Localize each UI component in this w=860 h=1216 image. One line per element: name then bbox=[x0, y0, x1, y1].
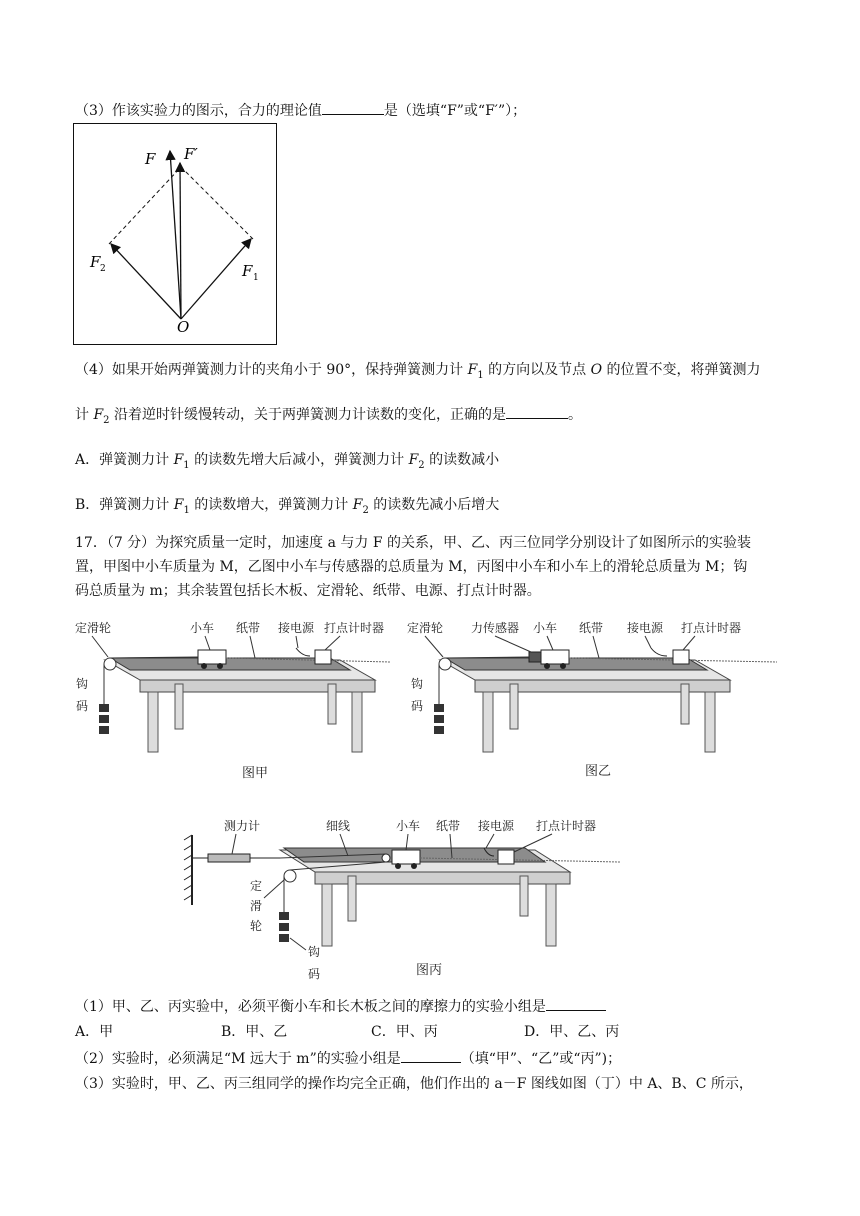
caption-bing: 图丙 bbox=[416, 963, 443, 978]
q16-option-a[interactable] bbox=[75, 450, 499, 476]
weight bbox=[99, 704, 109, 712]
text: B．弹簧测力计 bbox=[75, 497, 174, 513]
leader bbox=[296, 636, 298, 648]
label-power: 接电源 bbox=[478, 819, 515, 833]
var: F bbox=[173, 452, 184, 468]
var-O: O bbox=[590, 362, 603, 378]
leader bbox=[205, 636, 210, 650]
label-weight: 钩 bbox=[411, 677, 424, 691]
wheel bbox=[544, 663, 550, 669]
text: 的方向以及节点 bbox=[483, 362, 591, 378]
label-O: O bbox=[177, 318, 190, 336]
label-timer: 打点计时器 bbox=[536, 819, 597, 833]
var: F bbox=[352, 497, 363, 513]
label-F1-sub: 1 bbox=[253, 273, 259, 283]
table-leg bbox=[328, 684, 336, 724]
var-F: F bbox=[93, 407, 104, 423]
table-leg bbox=[520, 876, 528, 916]
car-pulley bbox=[382, 854, 390, 862]
q17-stem-line1: 17．（7 分）为探究质量一定时，加速度 a 与力 F 的关系，甲、乙、丙三位同学分别设计了如图所示的实验装 bbox=[75, 535, 752, 551]
label-F1: F bbox=[242, 262, 253, 280]
table-leg bbox=[705, 692, 715, 752]
label-car: 小车 bbox=[190, 621, 215, 635]
weight bbox=[99, 726, 109, 734]
label-F2-sub: 2 bbox=[100, 264, 106, 274]
leader bbox=[290, 938, 306, 950]
label-car: 小车 bbox=[396, 819, 421, 833]
text: 。 bbox=[568, 407, 582, 423]
table-leg bbox=[546, 884, 556, 946]
table-leg bbox=[510, 684, 518, 729]
label-pulley: 滑 bbox=[250, 899, 263, 913]
leader bbox=[264, 880, 284, 898]
weight bbox=[99, 715, 109, 723]
pulley bbox=[439, 658, 451, 670]
wheel bbox=[560, 663, 566, 669]
answer-blank[interactable] bbox=[506, 404, 568, 419]
force-diagram bbox=[73, 123, 277, 345]
q17-option-b[interactable]: B．甲、乙 bbox=[221, 1024, 288, 1040]
leader bbox=[645, 636, 651, 648]
q16-option-b[interactable] bbox=[75, 495, 499, 521]
leader bbox=[547, 636, 553, 650]
q17-part3: （3）实验时，甲、乙、丙三组同学的操作均完全正确，他们作出的 a－F 图线如图（丁）中 A、B、C 所示， bbox=[75, 1076, 753, 1092]
q17-option-a[interactable]: A．甲 bbox=[75, 1024, 114, 1040]
text: 的读数减小 bbox=[424, 452, 500, 468]
q17-option-c[interactable]: C．甲、丙 bbox=[371, 1024, 438, 1040]
q16-part3-prefix: （3）作该实验力的图示，合力的理论值 bbox=[75, 103, 322, 119]
pulley bbox=[284, 870, 296, 882]
label-pulley: 定 bbox=[250, 879, 263, 893]
sub: 1 bbox=[477, 369, 484, 381]
power-wire bbox=[651, 648, 667, 656]
text: 的读数先增大后减小，弹簧测力计 bbox=[189, 452, 409, 468]
q17-stem-line3: 码总质量为 m；其余装置包括长木板、定滑轮、纸带、电源、打点计时器。 bbox=[75, 583, 541, 599]
q16-part3-line bbox=[75, 100, 526, 121]
timer bbox=[673, 650, 689, 664]
text: （填“甲”、“乙”或“丙”)； bbox=[460, 1051, 622, 1067]
q16-part4-line1 bbox=[75, 360, 761, 386]
label-power: 接电源 bbox=[278, 621, 315, 635]
table-leg bbox=[352, 692, 362, 752]
answer-blank[interactable] bbox=[546, 996, 606, 1011]
label-F: F bbox=[145, 150, 156, 168]
text: 沿着逆时针缓慢转动，关于两弹簧测力计读数的变化，正确的是 bbox=[109, 407, 506, 423]
caption-yi: 图乙 bbox=[585, 764, 612, 779]
sub: 1 bbox=[183, 504, 190, 516]
label-tape: 纸带 bbox=[436, 819, 461, 833]
q16-part3-suffix: 是（选填“F”或“F′”）； bbox=[383, 103, 527, 119]
table-leg bbox=[322, 884, 332, 946]
weight bbox=[434, 704, 444, 712]
leader bbox=[495, 636, 531, 652]
wheel bbox=[217, 663, 223, 669]
table-leg bbox=[148, 692, 158, 752]
wheel bbox=[411, 863, 417, 869]
label-sensor: 力传感器 bbox=[471, 621, 520, 635]
leader bbox=[325, 636, 340, 650]
q17-part1 bbox=[75, 996, 606, 1017]
leader bbox=[514, 834, 552, 852]
power-wire bbox=[296, 648, 310, 656]
label-weight: 码 bbox=[76, 699, 89, 713]
figure-jia bbox=[70, 612, 390, 782]
text: （4）如果开始两弹簧测力计的夹角小于 90°，保持弹簧测力计 bbox=[75, 362, 468, 378]
label-weight: 码 bbox=[308, 967, 321, 981]
q17-part2 bbox=[75, 1048, 621, 1069]
label-weight: 码 bbox=[411, 699, 424, 713]
leader bbox=[593, 636, 599, 658]
var: F bbox=[408, 452, 419, 468]
label-F2: F bbox=[90, 253, 101, 271]
timer bbox=[315, 650, 331, 664]
label-pulley: 定滑轮 bbox=[407, 621, 444, 635]
sub: 2 bbox=[418, 459, 425, 471]
sub: 1 bbox=[183, 459, 190, 471]
q17-stem-line2: 置，甲图中小车质量为 M，乙图中小车与传感器的总质量为 M，丙图中小车和小车上的滑轮总质量为 M；钩 bbox=[75, 559, 748, 575]
var-F: F bbox=[467, 362, 478, 378]
text: （2）实验时，必须满足“M 远大于 m”的实验小组是 bbox=[75, 1051, 401, 1067]
wall-hatch bbox=[184, 835, 192, 900]
text: 的读数先减小后增大 bbox=[368, 497, 500, 513]
sub: 2 bbox=[103, 414, 110, 426]
q17-option-d[interactable]: D．甲、乙、丙 bbox=[524, 1024, 620, 1040]
answer-blank[interactable] bbox=[322, 100, 384, 115]
wheel bbox=[201, 663, 207, 669]
text: （1）甲、乙、丙实验中，必须平衡小车和长木板之间的摩擦力的实验小组是 bbox=[75, 999, 546, 1015]
label-tape: 纸带 bbox=[579, 621, 604, 635]
car bbox=[198, 650, 226, 664]
wheel bbox=[395, 863, 401, 869]
force-sensor bbox=[529, 652, 541, 662]
leader bbox=[250, 636, 255, 658]
text: 的位置不变，将弹簧测力 bbox=[602, 362, 761, 378]
label-pulley: 轮 bbox=[250, 919, 263, 933]
long-board bbox=[445, 658, 707, 670]
sub: 2 bbox=[362, 504, 369, 516]
label-meter: 测力计 bbox=[224, 819, 261, 833]
text: 的读数增大，弹簧测力计 bbox=[189, 497, 353, 513]
car bbox=[541, 650, 569, 664]
weight bbox=[279, 934, 289, 942]
var: F bbox=[173, 497, 184, 513]
label-F-prime: F′ bbox=[184, 145, 198, 163]
label-power: 接电源 bbox=[627, 621, 664, 635]
leader bbox=[425, 636, 443, 657]
table-leg bbox=[348, 876, 356, 921]
table-leg bbox=[681, 684, 689, 724]
leader bbox=[92, 636, 108, 657]
pulley bbox=[104, 658, 116, 670]
label-timer: 打点计时器 bbox=[681, 621, 742, 635]
leader bbox=[486, 834, 494, 848]
leader bbox=[683, 636, 695, 650]
table-leg bbox=[483, 692, 493, 752]
label-car: 小车 bbox=[533, 621, 558, 635]
label-timer: 打点计时器 bbox=[324, 621, 385, 635]
weight bbox=[279, 923, 289, 931]
text: 计 bbox=[75, 407, 94, 423]
timer bbox=[498, 850, 514, 864]
caption-jia: 图甲 bbox=[242, 766, 269, 781]
leader bbox=[232, 834, 236, 854]
label-weight: 钩 bbox=[308, 945, 321, 959]
q16-part4-line2 bbox=[75, 404, 582, 431]
figure-yi bbox=[405, 612, 777, 782]
text: A．弹簧测力计 bbox=[75, 452, 174, 468]
answer-blank[interactable] bbox=[401, 1048, 461, 1063]
figure-bing bbox=[180, 810, 620, 990]
label-pulley: 定滑轮 bbox=[75, 621, 112, 635]
label-tape: 纸带 bbox=[236, 621, 261, 635]
weight bbox=[279, 912, 289, 920]
spring-meter bbox=[208, 854, 250, 862]
label-weight: 钩 bbox=[76, 677, 89, 691]
label-thread: 细线 bbox=[326, 819, 351, 833]
weight bbox=[434, 726, 444, 734]
car bbox=[392, 850, 420, 864]
weight bbox=[434, 715, 444, 723]
table-leg bbox=[175, 684, 183, 729]
